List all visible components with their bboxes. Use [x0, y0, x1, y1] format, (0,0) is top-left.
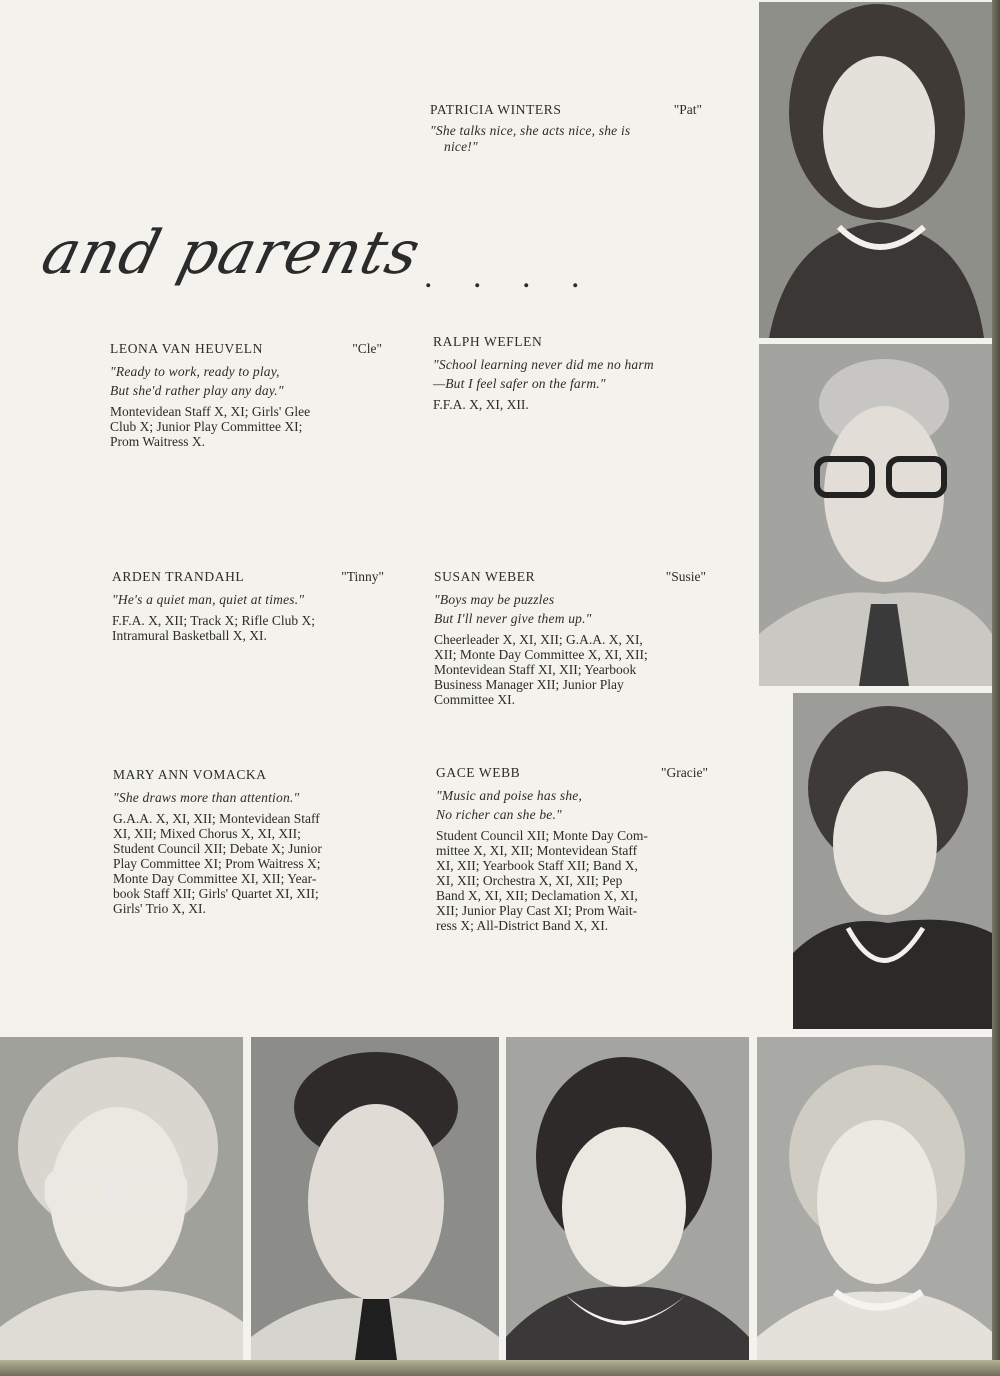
- entry-gace-webb: [436, 765, 708, 933]
- activity-line: ress X; All-District Band X, XI.: [436, 918, 609, 933]
- activity-line: Intramural Basketball X, XI.: [112, 628, 267, 643]
- portrait-photo: [759, 2, 992, 338]
- student-quote: [434, 590, 706, 628]
- activity-line: Montevidean Staff XI, XII; Yearbook: [434, 662, 637, 677]
- entry-patricia-winters: [430, 102, 702, 159]
- student-activities: [436, 828, 708, 933]
- entry-ralph-weflen: [433, 334, 705, 412]
- student-name: PATRICIA WINTERS: [430, 102, 562, 117]
- student-quote: [436, 786, 708, 824]
- entry-name-row: [436, 765, 708, 780]
- heading-dots: . . . .: [424, 258, 596, 295]
- student-name: RALPH WEFLEN: [433, 334, 543, 349]
- activity-line: Girls' Trio X, XI.: [113, 901, 206, 916]
- portrait-photo: [506, 1037, 749, 1360]
- activity-line: Prom Waitress X.: [110, 434, 206, 449]
- man-tie-portrait-icon: [251, 1037, 499, 1360]
- activity-line: Student Council XII; Debate X; Junior: [113, 841, 322, 856]
- quote-line: "School learning never did me no harm: [433, 357, 654, 372]
- activity-line: XI, XII; Yearbook Staff XII; Band X,: [436, 858, 638, 873]
- activity-line: G.A.A. X, XI, XII; Montevidean Staff: [113, 811, 320, 826]
- entry-name-row: [112, 569, 384, 584]
- activity-line: Committee XI.: [434, 692, 515, 707]
- activity-line: XI, XII; Mixed Chorus X, XI, XII;: [113, 826, 301, 841]
- quote-line: "She draws more than attention.": [113, 790, 300, 805]
- student-name: MARY ANN VOMACKA: [113, 767, 267, 782]
- student-nickname: "Pat": [673, 102, 702, 117]
- portrait-photo: [251, 1037, 499, 1360]
- portrait-photo: [0, 1037, 243, 1360]
- book-spine-edge: [992, 0, 1000, 1376]
- student-activities: [113, 811, 385, 916]
- activity-line: Play Committee XI; Prom Waitress X;: [113, 856, 321, 871]
- entry-name-row: [430, 102, 702, 117]
- woman-portrait-icon: [793, 693, 992, 1029]
- student-nickname: "Cle": [352, 341, 382, 356]
- activity-line: Band X, XI, XII; Declamation X, XI,: [436, 888, 638, 903]
- quote-line: —But I feel safer on the farm.": [433, 376, 606, 391]
- student-name: GACE WEBB: [436, 765, 521, 780]
- quote-line: "She talks nice, she acts nice, she is: [430, 123, 631, 138]
- activity-line: Student Council XII; Monte Day Com-: [436, 828, 648, 843]
- woman-portrait-icon: [757, 1037, 992, 1360]
- activity-line: XI, XII; Orchestra X, XI, XII; Pep: [436, 873, 623, 888]
- portrait-photo: [793, 693, 992, 1029]
- section-heading: and parents: [35, 218, 428, 288]
- quote-line: "He's a quiet man, quiet at times.": [112, 592, 305, 607]
- quote-line: But she'd rather play any day.": [110, 383, 284, 398]
- activity-line: F.F.A. X, XII; Track X; Rifle Club X;: [112, 613, 315, 628]
- activity-line: Cheerleader X, XI, XII; G.A.A. X, XI,: [434, 632, 643, 647]
- woman-portrait-icon: [759, 2, 992, 338]
- activity-line: F.F.A. X, XI, XII.: [433, 397, 529, 412]
- student-activities: [110, 404, 382, 449]
- entry-mary-ann-vomacka: [113, 767, 385, 916]
- student-name: LEONA VAN HEUVELN: [110, 341, 263, 356]
- activity-line: book Staff XII; Girls' Quartet XI, XII;: [113, 886, 319, 901]
- student-activities: [112, 613, 384, 643]
- student-nickname: "Gracie": [661, 765, 708, 780]
- book-bottom-edge: [0, 1360, 1000, 1376]
- student-activities: [433, 397, 705, 412]
- quote-line: No richer can she be.": [436, 807, 562, 822]
- entry-name-row: [434, 569, 706, 584]
- quote-line: nice!": [444, 139, 478, 154]
- portrait-photo: [757, 1037, 992, 1360]
- woman-collar-portrait-icon: [506, 1037, 749, 1360]
- student-quote: [113, 788, 385, 807]
- student-name: ARDEN TRANDAHL: [112, 569, 245, 584]
- activity-line: Club X; Junior Play Committee XI;: [110, 419, 303, 434]
- quote-line: "Boys may be puzzles: [434, 592, 555, 607]
- entry-name-row: [110, 341, 382, 356]
- student-nickname: "Susie": [665, 569, 706, 584]
- portrait-photo: [759, 344, 992, 686]
- activity-line: Montevidean Staff X, XI; Girls' Glee: [110, 404, 311, 419]
- activity-line: XII; Junior Play Cast XI; Prom Wait-: [436, 903, 638, 918]
- entry-arden-trandahl: [112, 569, 384, 643]
- entry-name-row: [113, 767, 385, 782]
- student-name: SUSAN WEBER: [434, 569, 536, 584]
- student-quote: [430, 123, 702, 155]
- entry-name-row: [433, 334, 705, 349]
- entry-leona-van-heuveln: [110, 341, 382, 449]
- activity-line: mittee X, XI, XII; Montevidean Staff: [436, 843, 638, 858]
- activity-line: Business Manager XII; Junior Play: [434, 677, 624, 692]
- student-quote: [433, 355, 705, 393]
- woman-glasses-portrait-icon: [0, 1037, 243, 1360]
- quote-line: "Music and poise has she,: [436, 788, 583, 803]
- student-quote: [110, 362, 382, 400]
- activity-line: XII; Monte Day Committee X, XI, XII;: [434, 647, 648, 662]
- activity-line: Monte Day Committee XI, XII; Year-: [113, 871, 317, 886]
- student-activities: [434, 632, 706, 707]
- man-glasses-portrait-icon: [759, 344, 992, 686]
- student-quote: [112, 590, 384, 609]
- student-nickname: "Tinny": [341, 569, 384, 584]
- quote-line: But I'll never give them up.": [434, 611, 592, 626]
- quote-line: "Ready to work, ready to play,: [110, 364, 280, 379]
- entry-susan-weber: [434, 569, 706, 707]
